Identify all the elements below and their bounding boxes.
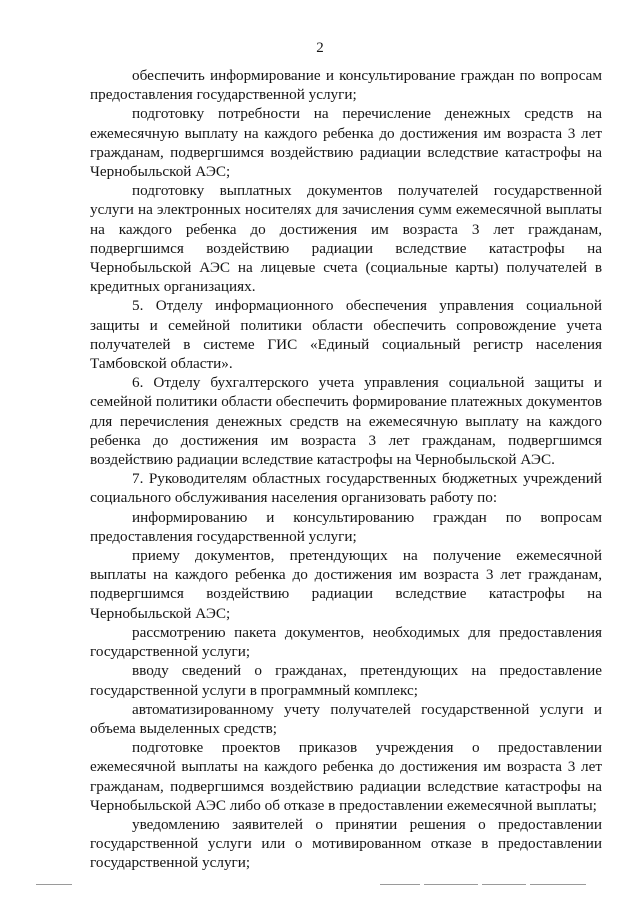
- footer-rule-5: [530, 884, 586, 885]
- page-number: 2: [316, 40, 324, 56]
- paragraph-4: 5. Отделу информационного обеспечения управления социальной защиты и семейной политики области обеспечить сопровождение учета получателей в системе ГИС «Единый социальный регистр населения Тамбовской области».: [90, 297, 602, 373]
- paragraph-6: 7. Руководителям областных государственных бюджетных учреждений социального обслуживания населения организовать работу по:: [90, 470, 602, 507]
- paragraph-13: уведомлению заявителей о принятии решения о предоставлении государственной услуги или о мотивированном отказе в предоставлении государственной услуги;: [90, 815, 602, 872]
- footer-rule-4: [482, 884, 526, 885]
- paragraph-2: подготовку потребности на перечисление денежных средств на ежемесячную выплату на каждого ребенка до достижения им возраста 3 лет гражданам, подвергшимся воздействию радиации вследствие катастрофы на Чернобыльской АЭС;: [90, 105, 602, 181]
- paragraph-10: вводу сведений о гражданах, претендующих на предоставление государственной услуги в программный комплекс;: [90, 662, 602, 699]
- paragraph-8: приему документов, претендующих на получение ежемесячной выплаты на каждого ребенка до достижения им возраста 3 лет гражданам, подвергшимся воздействию радиации вследствие катастрофы на Чернобыльской АЭС;: [90, 547, 602, 622]
- footer-rule-3: [424, 884, 478, 885]
- document-body: [90, 66, 602, 873]
- paragraph-1: обеспечить информирование и консультирование граждан по вопросам предоставления государственной услуги;: [90, 67, 602, 104]
- paragraph-7: информированию и консультированию граждан по вопросам предоставления государственной услуги;: [90, 508, 602, 545]
- paragraph-3: подготовку выплатных документов получателей государственной услуги на электронных носителях для зачисления сумм ежемесячной выплаты на каждого ребенка до достижения им возраста 3 лет гражданам, подвергшимся воздействию радиации вследствие катастрофы на Чернобыльской АЭС на лицевые счета (социальные карты) получателей в кредитных организациях.: [90, 182, 602, 296]
- paragraph-11: автоматизированному учету получателей государственной услуги и объема выделенных средств;: [90, 700, 602, 737]
- footer-rule-2: [380, 884, 420, 885]
- paragraph-9: рассмотрению пакета документов, необходимых для предоставления государственной услуги;: [90, 623, 602, 661]
- footer-rule-1: [36, 884, 72, 885]
- paragraph-12: подготовке проектов приказов учреждения о предоставлении ежемесячной выплаты на каждого ребенка до достижения им возраста 3 лет гражданам, подвергшимся воздействию радиации вследствие катастрофы на Чернобыльской АЭС либо об отказе в предоставлении ежемесячной выплаты;: [90, 739, 602, 814]
- paragraph-5: 6. Отделу бухгалтерского учета управления социальной защиты и семейной политики области обеспечить формирование платежных документов для перечисления денежных средств на ежемесячную выплату на каждого ребенка до достижения им возраста 3 лет гражданам, подвергшимся воздействию радиации вследствие катастрофы на Чернобыльской АЭС.: [90, 374, 602, 469]
